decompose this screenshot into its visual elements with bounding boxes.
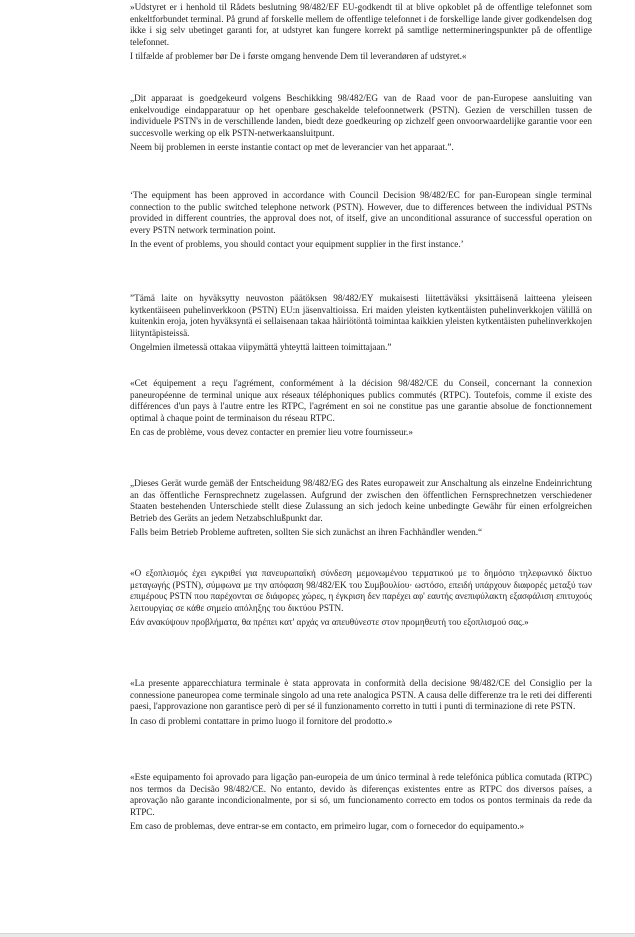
declaration-body: „Dieses Gerät wurde gemäß der Entscheidung 98/482/EG des Rates europaweit zur Anschaltung als einzelne Endeinrichtung an das öffentliche Fernsprechnetz zugelassen. Aufgrund der zwischen den öffentlichen Fernsprechnetzen verschiedener Staaten bestehenden Unterschiede stellt diese Zulassung an sich jedoch keine unbedingte Gewähr für einen erfolgreichen Betrieb des Geräts an jedem Netzabschlußpunkt dar.: [130, 478, 592, 523]
declaration-body: ‘The equipment has been approved in accordance with Council Decision 98/482/EC for pan-European single terminal connection to the public switched telephone network (PSTN). However, due to differences between the individual PSTNs provided in different countries, the approval does not, of itself, give an unconditional assurance of successful operation on every PSTN network termination point.: [130, 190, 592, 235]
declaration-italian: [130, 678, 592, 727]
declaration-dutch: [130, 93, 592, 154]
declaration-greek: [130, 568, 592, 629]
declaration-contact: I tilfælde af problemer bør De i første omgang henvende Dem til leverandøren af udstyret.«: [130, 51, 467, 62]
declaration-french: [130, 378, 592, 439]
declaration-contact: Neem bij problemen in eerste instantie contact op met de leverancier van het apparaat.”.: [130, 142, 454, 153]
declaration-danish: [130, 2, 592, 63]
declaration-body: «Cet équipement a reçu l'agrément, conformément à la décision 98/482/CE du Conseil, concernant la connexion paneuropéenne de terminal unique aux réseaux téléphoniques publics commutés (RTPC). Toutefois, comme il existe des différences d'un pays à l'autre entre les RTPC, l'agrément en soi ne constitue pas une garantie absolue de fonctionnement optimal à chaque point de terminaison du réseau RTPC.: [130, 378, 592, 423]
declaration-contact: Em caso de problemas, deve entrar-se em contacto, em primeiro lugar, com o fornecedor do equipamento.»: [130, 821, 525, 832]
declaration-body: „Dit apparaat is goedgekeurd volgens Beschikking 98/482/EG van de Raad voor de pan-Europese aansluiting van enkelvoudige eindapparatuur op het openbare geschakelde telefoonnetwerk (PSTN). Gezien de verschillen tussen de individuele PSTN's in de verschillende landen, biedt deze goedkeuring op zichzelf geen onvoorwaardelijke garantie voor een succesvolle werking op elk PSTN-netwerkaansluitpunt.: [130, 93, 592, 138]
declaration-body: «La presente apparecchiatura terminale è stata approvata in conformità della decisione 98/482/CE del Consiglio per la connessione paneuropea come terminale singolo ad una rete analogica PSTN. A causa delle differenze tra le reti dei differenti paesi, l'approvazione non garantisce però di per sé il funzionamento corretto in tutti i punti di terminazione di rete PSTN.: [130, 678, 592, 712]
declaration-contact: En cas de problème, vous devez contacter en premier lieu votre fournisseur.»: [130, 427, 413, 438]
declaration-body: ”Tämä laite on hyväksytty neuvoston päätöksen 98/482/EY mukaisesti liitettäväksi yksittäisenä laitteena yleiseen kytkentäiseen puhelinverkkoon (PSTN) EU:n jäsenvaltioissa. Eri maiden yleisten kytkentäisten puhelinverkkojen välillä on kuitenkin eroja, joten hyväksyntä ei sellaisenaan takaa häiriötöntä toimintaa kaikkien yleisten kytkentäisten puhelinverkkojen liityntäpisteissä.: [130, 293, 592, 338]
declaration-english: [130, 190, 592, 251]
declaration-portuguese: [130, 772, 592, 833]
declaration-contact: In the event of problems, you should contact your equipment supplier in the first instance.’: [130, 239, 464, 250]
declaration-contact: In caso di problemi contattare in primo luogo il fornitore del prodotto.»: [130, 715, 393, 726]
declaration-body: »Udstyret er i henhold til Rådets beslutning 98/482/EF EU-godkendt til at blive opkoblet på de offentlige telefonnet som enkeltforbundet terminal. På grund af forskelle mellem de offentlige telefonnet i de forskellige lande giver godkendelsen dog ikke i sig selv ubetinget garanti for, at udstyret kan fungere korrekt på samtlige nettermineringspunkter på de offentlige telefonnet.: [130, 2, 592, 47]
declaration-finnish: [130, 293, 592, 354]
declaration-contact: Falls beim Betrieb Probleme auftreten, sollten Sie sich zunächst an ihren Fachhändler wenden.“: [130, 527, 483, 538]
declaration-contact: Ongelmien ilmetessä ottakaa viipymättä yhteyttä laitteen toimittajaan.”: [130, 342, 392, 353]
declaration-body: «Ο εξοπλισμός έχει εγκριθεί για πανευρωπαϊκή σύνδεση μεμονωμένου τερματικού με το δημόσιο τηλεφωνικό δίκτυο μεταγωγής (PSTN), σύμφωνα με την απόφαση 98/482/ΕΚ του Συμβουλίου· ωστόσο, επειδή υπάρχουν διαφορές μεταξύ των επιμέρους PSTN που παρέχονται σε διάφορες χώρες, η έγκριση δεν παρέχει αφ' εαυτής ανεπιφύλακτη εξασφάλιση επιτυχούς λειτουργίας σε κάθε σημείο απόληξης του δικτύου PSTN.: [130, 568, 592, 613]
declaration-german: [130, 478, 592, 539]
page-bottom-border: [0, 933, 635, 937]
declaration-body: «Este equipamento foi aprovado para ligação pan-europeia de um único terminal à rede telefónica pública comutada (RTPC) nos termos da Decisão 98/482/CE. No entanto, devido às diferenças existentes entre as RTPC dos diversos países, a aprovação não garante incondicionalmente, por si só, um funcionamento correcto em todos os pontos terminais da rede da RTPC.: [130, 772, 592, 817]
declaration-contact: Εάν ανακύψουν προβλήματα, θα πρέπει κατ' αρχάς να απευθύνεστε στον προμηθευτή του εξοπλισμού σας.»: [130, 617, 529, 628]
